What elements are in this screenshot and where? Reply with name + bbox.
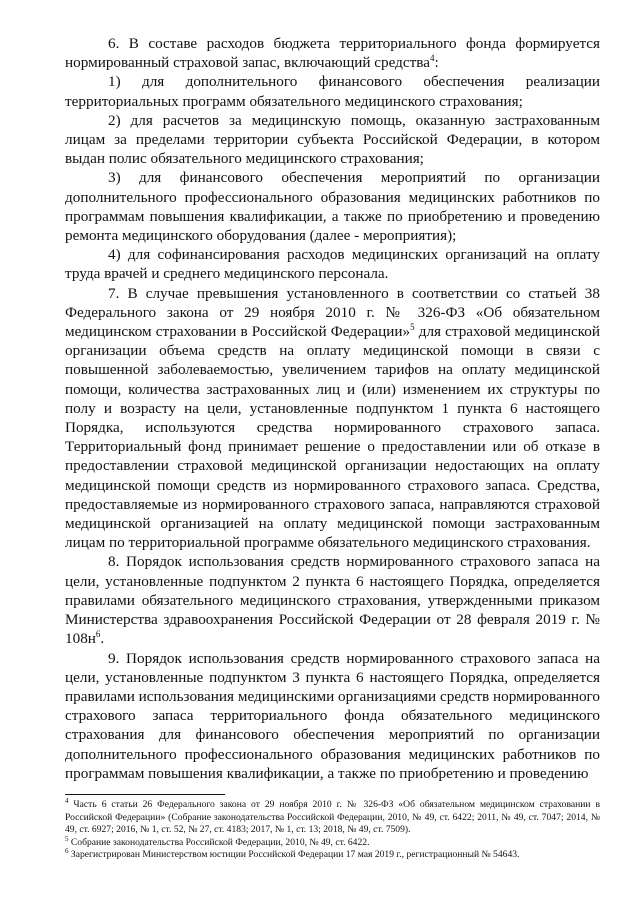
footnote-ref-5: 5 [410, 321, 415, 332]
footnote-5 [65, 834, 600, 850]
paragraph-6-item-4: 4) для софинансирования расходов медицинских организаций на оплату труда врачей и среднего медицинского персонала. [65, 246, 600, 283]
footnotes [65, 796, 600, 862]
footnote-marker: 6 [65, 847, 69, 856]
paragraph-8 [65, 552, 600, 648]
paragraph-6-item-2: 2) для расчетов за медицинскую помощь, оказанную застрахованным лицам за пределами территории субъекта Российской Федерации, в котором выдан полис обязательного медицинского страхования; [65, 111, 600, 168]
paragraph-7 [65, 284, 600, 553]
footnote-4 [65, 796, 600, 837]
footnote-text: Собрание законодательства Российской Федерации, 2010, № 49, ст. 6422. [68, 836, 370, 848]
footnote-ref-4: 4 [430, 53, 435, 64]
paragraph-6-item-3: 3) для финансового обеспечения мероприятий по организации дополнительного профессионального образования медицинских работников по программам повышения квалификации, а также по приобретению и проведению ремонта медицинского оборудования (далее - мероприятия); [65, 169, 600, 245]
footnote-text: Часть 6 статьи 26 Федерального закона от 29 ноября 2010 г. № 326-ФЗ «Об обязательном медицинском страховании в Российской Федерации» (Собрание законодательства Российской Федерации, 2010, № 49, ст. 6422; 2011, № 49, ст. 7047; 2014, № 49, ст. 6927; 2016, № 1, ст. 52, № 27, ст. 4183; 2017, № 1, ст. 13; 2018, № 49, ст. 7509). [65, 799, 600, 836]
paragraph-text: 8. Порядок использования средств нормированного страхового запаса на цели, установленные подпунктом 2 пункта 6 настоящего Порядка, определяется правилами обязательного медицинского страхования, утвержденными приказом Министерства здравоохранения Российской Федерации от 28 февраля 2019 г. № 108н [65, 553, 600, 648]
footnote-ref-6: 6 [95, 629, 101, 640]
document-body [65, 34, 600, 783]
footnote-separator [65, 794, 225, 795]
paragraph-text-tail: : [434, 54, 439, 72]
paragraph-6-item-1: 1) для дополнительного финансового обеспечения реализации территориальных программ обязательного медицинского страхования; [65, 73, 600, 110]
footnote-marker: 4 [65, 796, 69, 805]
paragraph-9: 9. Порядок использования средств нормированного страхового запаса на цели, установленные подпунктом 3 пункта 6 настоящего Порядка, определяется правилами использования медицинскими организациями средств нормированного страхового запаса территориального фонда обязательного медицинского страхования для финансового обеспечения мероприятий по организации дополнительного профессионального образования медицинских работников по программам повышения квалификации, а также по приобретению и проведению [65, 649, 600, 782]
paragraph-text-tail: для страховой медицинской организации объема средств на оплату медицинской помощи в связи с повышенной заболеваемостью, увеличением тарифов на оплату медицинской помощи, количества застрахованных лиц и (или) изменением их структуры по полу и возрасту на цели, установленные подпунктом 1 пункта 6 настоящего Порядка, используются средства нормированного страхового запаса. Территориальный фонд принимает решение о предоставлении или об отказе в предоставлении страховой медицинской организации недостающих на оплату медицинской помощи средств из нормированного страхового запаса. Средства, предоставляемые из нормированного страхового запаса, направляются страховой медицинской организацией на оплату медицинской помощи застрахованным лицам по территориальной программе обязательного медицинского страхования. [65, 323, 601, 552]
paragraph-text-tail: . [100, 630, 105, 648]
footnote-marker: 5 [65, 834, 69, 843]
paragraph-text: 7. В случае превышения установленного в соответствии со статьей 38 Федерального закона от 29 ноября 2010 г. № 326-ФЗ «Об обязательном медицинском страховании в Российской Федерации» [65, 284, 600, 341]
paragraph-text: 6. В составе расходов бюджета территориального фонда формируется нормированный страховой запас, включающий средства [65, 35, 600, 72]
footnote-text: Зарегистрирован Министерством юстиции Российской Федерации 17 мая 2019 г., регистрационный № 54643. [68, 849, 520, 861]
paragraph-6-intro [65, 34, 600, 72]
footnote-6 [65, 849, 600, 862]
